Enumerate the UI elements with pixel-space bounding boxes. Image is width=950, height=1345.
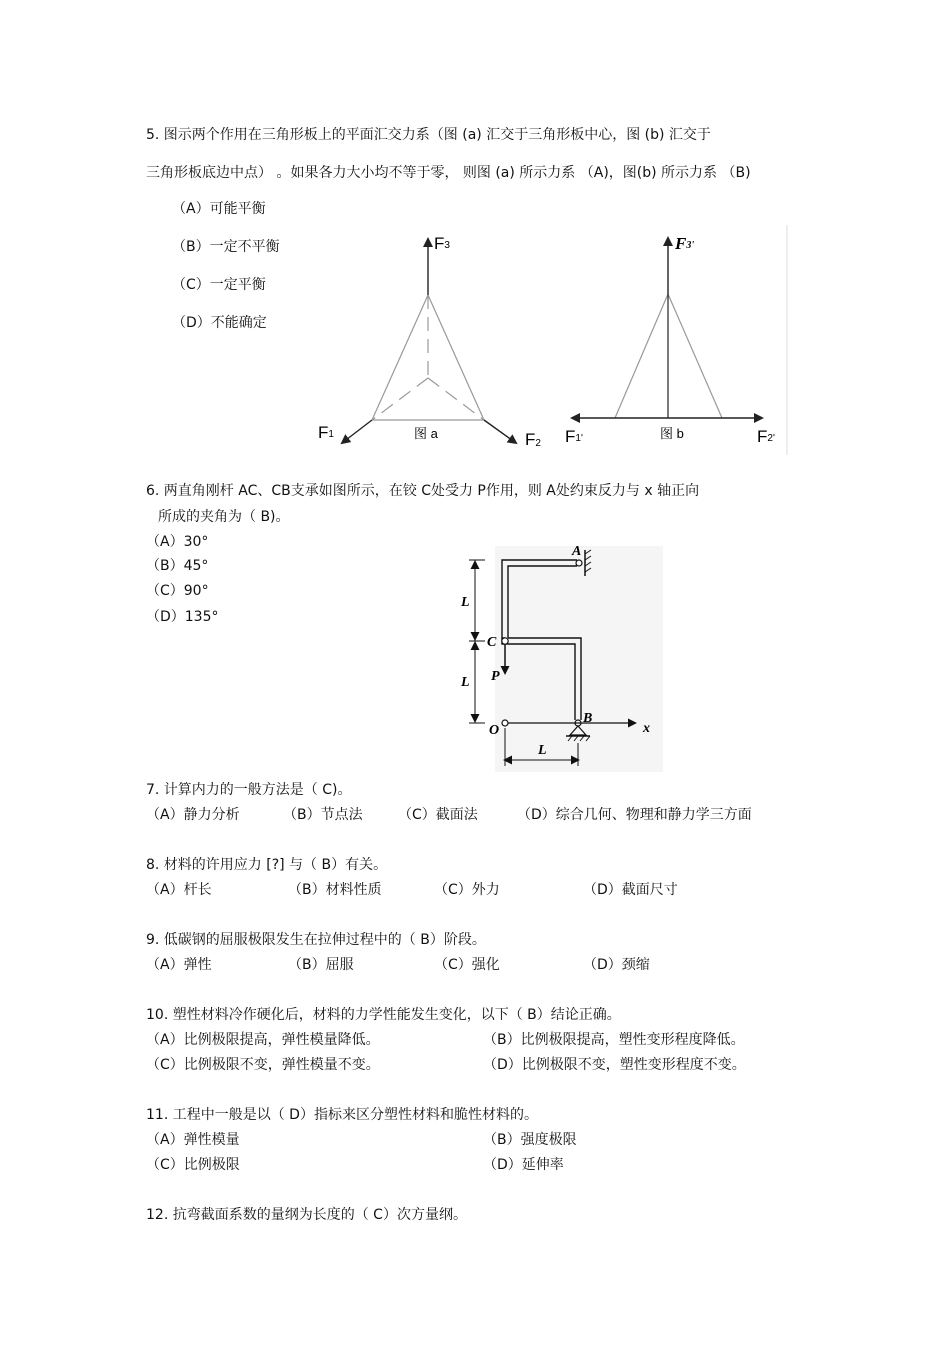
q5-option-c: （C）一定平衡 (172, 277, 266, 293)
label-o: O (489, 723, 500, 738)
q5-option-b: （B）一定不平衡 (172, 239, 280, 255)
q11-option-b: （B）强度极限 (483, 1132, 577, 1148)
q6-stem-line1: 6. 两直角刚杆 AC、CB支承如图所示，在铰 C处受力 P作用，则 A处约束反力与 x 轴正向 (146, 483, 700, 499)
q6-option-a: （A）30° (146, 534, 209, 550)
label-f3: F3 (434, 234, 450, 253)
q7-stem: 7. 计算内力的一般方法是（ C)。 (146, 782, 352, 798)
q6-option-c: （C）90° (146, 583, 209, 599)
force-f1-arrow (342, 420, 372, 443)
q11-option-c: （C）比例极限 (146, 1157, 240, 1173)
figure-a-caption: 图 a (414, 426, 438, 441)
q5-stem-line2: 三角形板底边中点） 。如果各力大小均不等于零， 则图 (a) 所示力系 （A)，图(b) 所示力系 （B) (146, 165, 751, 181)
label-c: C (487, 635, 497, 650)
figure-b (556, 222, 796, 457)
label-f1p: F1' (565, 427, 583, 446)
q11-option-d: （D）延伸率 (483, 1157, 564, 1173)
q5-option-d: （D）不能确定 (172, 315, 267, 331)
q6-stem-line2: 所成的夹角为（ B)。 (158, 509, 290, 525)
figure-background (495, 546, 663, 772)
frame-figure (455, 540, 665, 775)
label-b: B (583, 711, 593, 726)
q7-option-d: （D）综合几何、物理和静力学三方面 (517, 807, 752, 823)
q9-stem: 9. 低碳钢的屈服极限发生在拉伸过程中的（ B）阶段。 (146, 932, 486, 948)
q12-stem: 12. 抗弯截面系数的量纲为长度的（ C）次方量纲。 (146, 1207, 467, 1223)
dim-label-mid: L (461, 675, 470, 690)
q9-option-d: （D）颈缩 (583, 957, 650, 973)
q7-option-a: （A）静力分析 (146, 807, 240, 823)
label-f2: F2 (525, 430, 541, 449)
label-p: P (491, 669, 500, 684)
figure-b-caption: 图 b (660, 426, 684, 441)
dim-label-bottom: L (538, 743, 547, 758)
dim-label-top: L (461, 595, 470, 610)
q5-stem-line1: 5. 图示两个作用在三角形板上的平面汇交力系（图 (a) 汇交于三角形板中心，图 (b) 汇交于 (146, 127, 711, 143)
figure-a (300, 225, 560, 455)
q7-option-b: （B）节点法 (283, 807, 363, 823)
q10-option-a: （A）比例极限提高，弹性模量降低。 (146, 1032, 380, 1048)
q8-stem: 8. 材料的许用应力 [?] 与（ B）有关。 (146, 857, 388, 873)
q8-option-c: （C）外力 (434, 882, 500, 898)
q6-option-b: （B）45° (146, 558, 209, 574)
q10-stem: 10. 塑性材料冷作硬化后，材料的力学性能发生变化，以下（ B）结论正确。 (146, 1007, 621, 1023)
q10-option-b: （B）比例极限提高，塑性变形程度降低。 (483, 1032, 745, 1048)
label-f2p: F2' (757, 427, 775, 446)
q8-option-d: （D）截面尺寸 (583, 882, 678, 898)
q9-option-c: （C）强化 (434, 957, 500, 973)
q11-option-a: （A）弹性模量 (146, 1132, 240, 1148)
q8-option-a: （A）杆长 (146, 882, 212, 898)
label-a: A (572, 544, 582, 559)
label-f3p: F3' (675, 234, 695, 253)
label-f1: F1 (318, 423, 334, 442)
q9-option-b: （B）屈服 (288, 957, 354, 973)
q6-option-d: （D）135° (146, 609, 219, 625)
q8-option-b: （B）材料性质 (288, 882, 382, 898)
q7-option-c: （C）截面法 (398, 807, 478, 823)
label-x: x (643, 721, 650, 736)
force-f2-arrow (484, 420, 516, 443)
q11-stem: 11. 工程中一般是以（ D）指标来区分塑性材料和脆性材料的。 (146, 1107, 538, 1123)
q5-option-a: （A）可能平衡 (172, 201, 266, 217)
q10-option-c: （C）比例极限不变，弹性模量不变。 (146, 1057, 380, 1073)
q9-option-a: （A）弹性 (146, 957, 212, 973)
q10-option-d: （D）比例极限不变，塑性变形程度不变。 (483, 1057, 746, 1073)
